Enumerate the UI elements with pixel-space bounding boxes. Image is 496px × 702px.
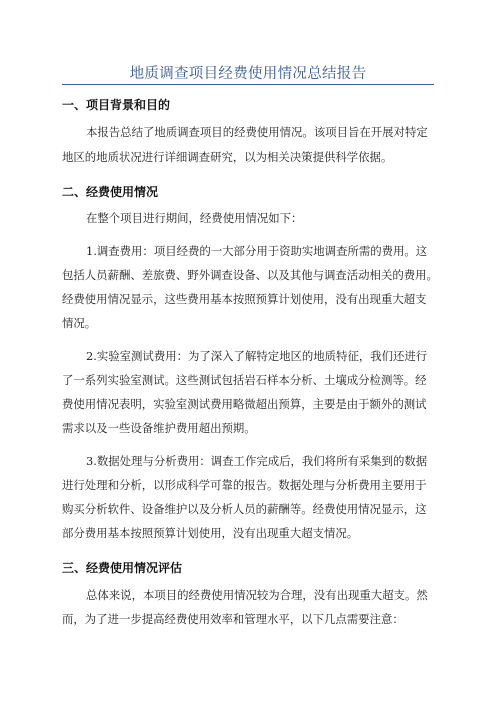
paragraph-line: 而，为了进一步提高经费使用效率和管理水平，以下几点需要注意： — [62, 612, 404, 626]
paragraph-line: 包括人员薪酬、差旅费、野外调查设备、以及其他与调查活动相关的费用。 — [62, 268, 438, 282]
paragraph-line: 在整个项目进行期间，经费使用情况如下： — [86, 211, 303, 225]
section-heading-expenditure: 二、经费使用情况 — [62, 185, 159, 199]
paragraph-line: 1.调查费用：项目经费的一大部分用于资助实地调查所需的费用。这 — [86, 244, 428, 258]
title-underline — [62, 84, 434, 85]
document-title: 地质调查项目经费使用情况总结报告 — [129, 66, 367, 82]
paragraph-line: 需求以及一些设备维护费用超出预期。 — [62, 421, 256, 435]
paragraph-line: 费使用情况表明，实验室测试费用略微超出预算，主要是由于额外的测试 — [62, 397, 427, 411]
section-heading-background: 一、项目背景和目的 — [62, 98, 171, 112]
paragraph-line: 情况。 — [62, 316, 97, 330]
paragraph-line: 进行处理和分析，以形成科学可靠的报告。数据处理与分析费用主要用于 — [62, 478, 427, 492]
paragraph-line: 购买分析软件、设备维护以及分析人员的薪酬等。经费使用情况显示，这 — [62, 502, 427, 516]
paragraph-line: 经费使用情况显示，这些费用基本按照预算计划使用，没有出现重大超支 — [62, 292, 427, 306]
paragraph-line: 2.实验室测试费用：为了深入了解特定地区的地质特征，我们还进行 — [86, 349, 428, 363]
paragraph-line: 本报告总结了地质调查项目的经费使用情况。该项目旨在开展对特定 — [86, 125, 428, 139]
paragraph-line: 部分费用基本按照预算计划使用，没有出现重大超支情况。 — [62, 526, 359, 540]
paragraph-line: 总体来说，本项目的经费使用情况较为合理，没有出现重大超支。然 — [86, 588, 428, 602]
paragraph-line: 地区的地质状况进行详细调查研究，以为相关决策提供科学依据。 — [62, 150, 393, 164]
paragraph-line: 了一系列实验室测试。这些测试包括岩石样本分析、土壤成分检测等。经 — [62, 373, 427, 387]
paragraph-line: 3.数据处理与分析费用：调查工作完成后，我们将所有采集到的数据 — [86, 454, 428, 468]
section-heading-evaluation: 三、经费使用情况评估 — [62, 561, 183, 575]
